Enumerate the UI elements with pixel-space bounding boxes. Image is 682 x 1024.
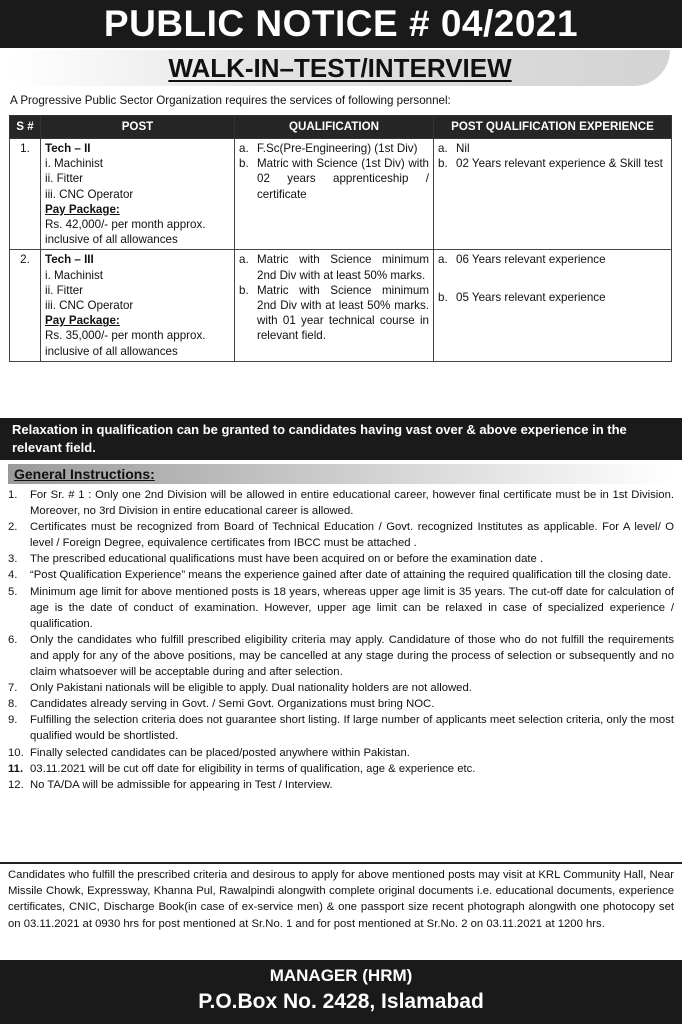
instructions-heading-bar xyxy=(8,464,672,484)
qualification-a: F.Sc(Pre-Engineering) (1st Div) xyxy=(257,142,418,155)
col-header-qualification: QUALIFICATION xyxy=(235,116,434,139)
experience-a: Nil xyxy=(456,142,470,155)
qualification-b: Matric with Science minimum 2nd Div with at least 50% marks. with 01 year technical course in relevant field. xyxy=(257,283,429,343)
list-item: 8. Candidates already serving in Govt. / Semi Govt. Organizations must bring NOC. xyxy=(8,698,435,711)
col-header-experience: POST QUALIFICATION EXPERIENCE xyxy=(434,116,672,139)
list-item: 7. Only Pakistani nationals will be eligible to apply. Dual nationality holders are not allowed. xyxy=(8,682,472,695)
pay-package-label: Pay Package: xyxy=(45,314,120,328)
table-row xyxy=(10,139,672,250)
list-item: 11. 03.11.2021 will be cut off date for eligibility in terms of qualification, age & experience etc. xyxy=(8,762,476,775)
footer-designation: MANAGER (HRM) xyxy=(269,966,413,985)
list-item: 5. Minimum age limit for above mentioned posts is 18 years, whereas upper age limit is 35 years. The cut-off date for calculation of age is the date of conduct of examination. However, upper age limit can be relaxed in case of specialized experience / qualification. xyxy=(8,585,674,630)
qualification-cell: a. F.Sc(Pre-Engineering) (1st Div) b. Matric with Science (1st Div) with 02 years apprenticeship / certificate xyxy=(235,139,434,250)
list-item: 12. No TA/DA will be admissible for appearing in Test / Interview. xyxy=(8,778,333,791)
notice-subtitle: WALK-IN–TEST/INTERVIEW xyxy=(168,53,512,83)
qualification-b: Matric with Science (1st Div) with 02 years apprenticeship / certificate xyxy=(257,157,429,201)
pay-amount: Rs. 42,000/- per month approx. xyxy=(45,218,206,232)
post-title: Tech – III xyxy=(45,253,94,267)
post-item: iii. CNC Operator xyxy=(45,299,134,313)
col-header-sr: S # xyxy=(10,116,41,139)
row-sr: 2. xyxy=(10,250,41,361)
post-item: iii. CNC Operator xyxy=(45,187,134,201)
post-cell xyxy=(41,139,235,250)
list-item: 1. For Sr. # 1 : Only one 2nd Division will be allowed in entire educational career, however final certificate must be in 1st Division. Moreover, no 3rd Division in entire educational career is allowed. xyxy=(8,489,674,518)
experience-b: 02 Years relevant experience & Skill test xyxy=(456,157,663,171)
experience-a: 06 Years relevant experience xyxy=(456,253,606,267)
post-item: ii. Fitter xyxy=(45,172,84,186)
experience-cell: a. Nil b. 02 Years relevant experience & Skill test xyxy=(434,139,672,250)
pay-note: inclusive of all allowances xyxy=(45,344,178,358)
relaxation-note: Relaxation in qualification can be granted to candidates having vast over & above experience in the relevant field. xyxy=(0,418,682,460)
application-instructions: Candidates who fulfill the prescribed criteria and desirous to apply for above mentioned posts may visit at KRL Community Hall, Near Missile Chowk, Expressway, Khanna Pul, Rawalpindi alongwith complete original documents i.e. educational documents, experience certificates, CNIC, Discharge Book(in case of ex-service men) & one passport size recent photograph alongwith one photocopy set on 03.11.2021 at 0930 hrs for post mentioned at Sr.No. 1 and for post mentioned at Sr.No. 2 on 03.11.2021 at 1200 hrs. xyxy=(0,862,682,958)
pay-package-label: Pay Package: xyxy=(45,202,120,216)
list-item: 6. Only the candidates who fulfill prescribed eligibility criteria may apply. Candidature of those who do not fulfill the requirements and apply for any of the above positions, may be cancelled at any stage during the process of selection or subsequently and no claim whatsoever will be acceptable during and after selection. xyxy=(8,633,674,679)
post-item: i. Machinist xyxy=(45,268,103,282)
posts-table xyxy=(9,115,672,362)
experience-b: 05 Years relevant experience xyxy=(456,290,606,304)
list-item: 2. Certificates must be recognized from Board of Technical Education / Govt. recognized Institutes as applicable. For A level/ O level / Foreign Degree, equivalence certificates from IBCC must be attached . xyxy=(8,521,674,550)
post-item: ii. Fitter xyxy=(45,283,84,297)
list-item: 10. Finally selected candidates can be placed/posted anywhere within Pakistan. xyxy=(8,746,410,759)
post-item: i. Machinist xyxy=(45,157,103,171)
subtitle-bar xyxy=(10,50,670,86)
instructions-heading: General Instructions: xyxy=(14,466,155,482)
col-header-post: POST xyxy=(41,116,235,139)
footer-banner xyxy=(0,960,682,1024)
table-header-row xyxy=(10,116,672,139)
row-sr: 1. xyxy=(10,139,41,250)
list-item: 4. “Post Qualification Experience” means the experience gained after date of attaining the required qualification till the closing date. xyxy=(8,569,672,582)
table-row xyxy=(10,250,672,361)
list-item: 3. The prescribed educational qualifications must have been acquired on or before the examination date . xyxy=(8,553,544,566)
pay-amount: Rs. 35,000/- per month approx. xyxy=(45,329,206,343)
qualification-a: Matric with Science minimum 2nd Div with at least 50% marks. xyxy=(257,253,429,282)
experience-cell: a. 06 Years relevant experience b. 05 Years relevant experience xyxy=(434,250,672,361)
intro-text: A Progressive Public Sector Organization requires the services of following personnel: xyxy=(10,94,451,107)
pay-note: inclusive of all allowances xyxy=(45,233,178,247)
footer-address: P.O.Box No. 2428, Islamabad xyxy=(198,990,484,1013)
list-item: 9. Fulfilling the selection criteria does not guarantee short listing. If large number of applicants meet selection criteria, only the most qualified would be shortlisted. xyxy=(8,714,674,743)
instructions-list xyxy=(8,487,674,793)
notice-title: PUBLIC NOTICE # 04/2021 xyxy=(0,0,682,48)
post-title: Tech – II xyxy=(45,142,91,155)
post-cell xyxy=(41,250,235,361)
qualification-cell: a. Matric with Science minimum 2nd Div with at least 50% marks. b. Matric with Science minimum 2nd Div with at least 50% marks. with 01 year technical course in relevant field. xyxy=(235,250,434,361)
